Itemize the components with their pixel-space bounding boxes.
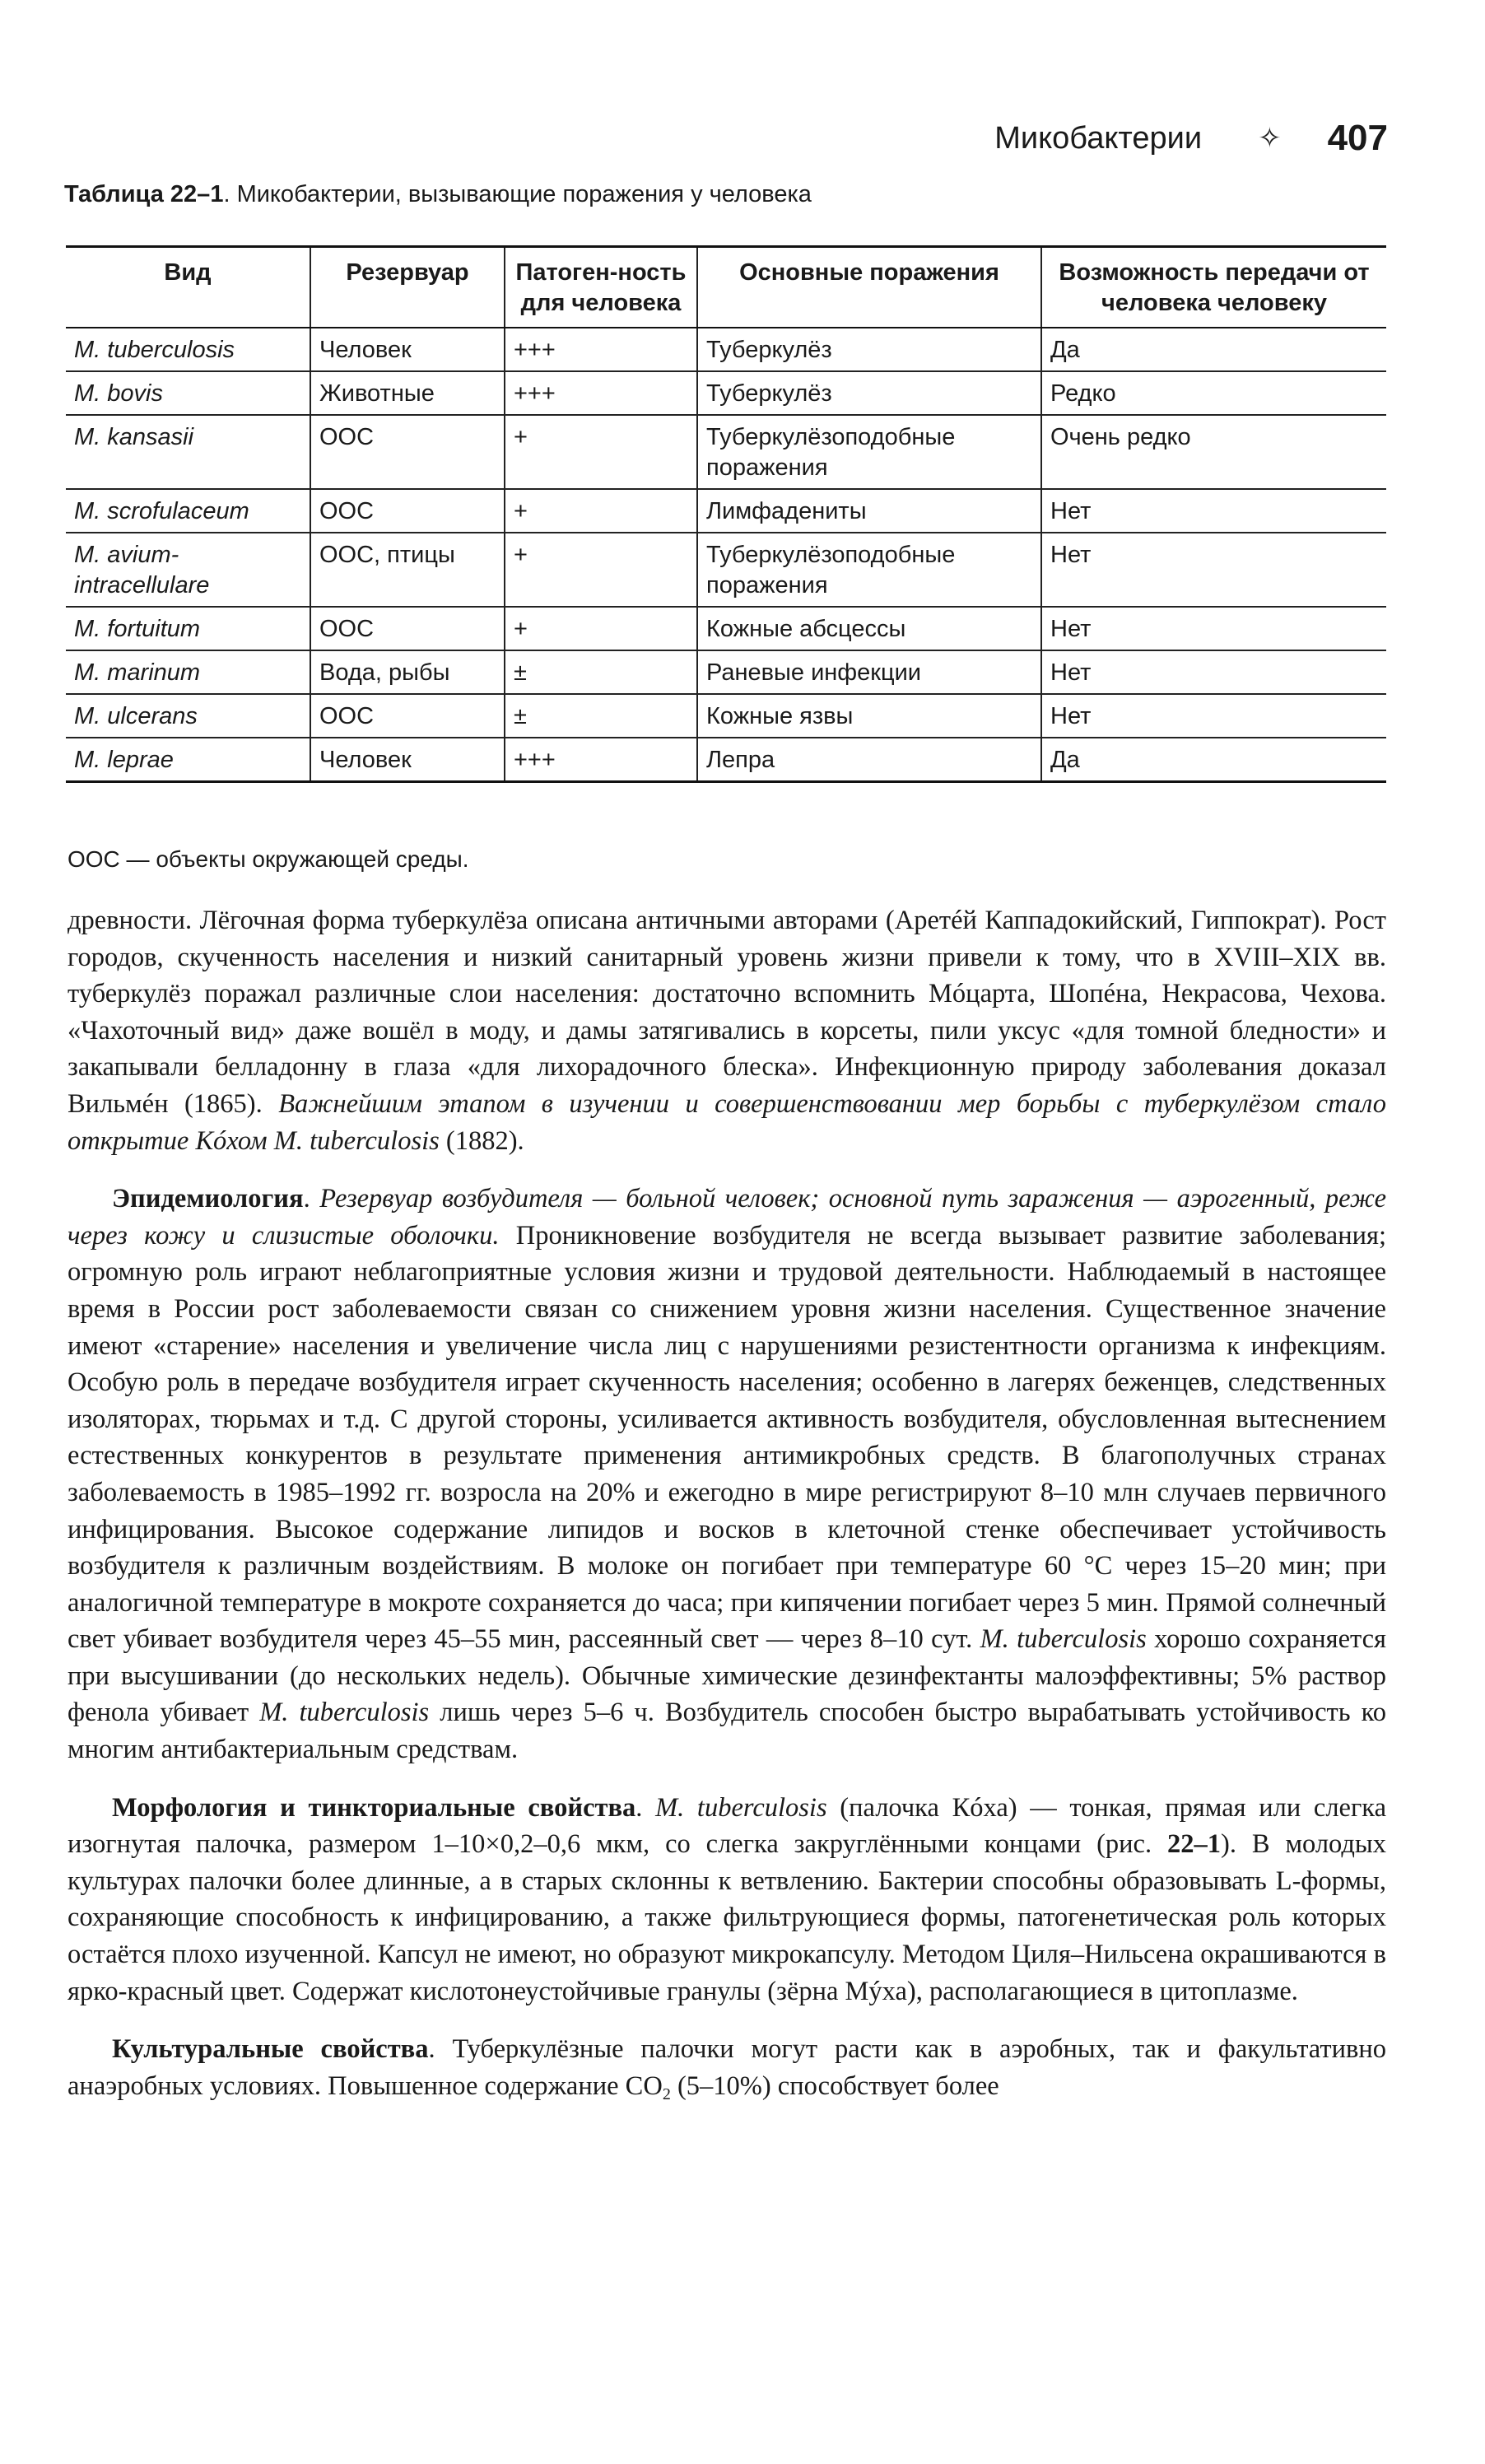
cell-reservoir: Человек	[310, 328, 505, 371]
cell-lesions: Туберкулёзоподобные поражения	[697, 415, 1041, 489]
text-run: . Туберкулёзные палочки могут расти как в аэробных, так и факультативно анаэробных условиях. Повышенное содержание СО	[68, 2034, 1386, 2101]
cell-lesions: Кожные абсцессы	[697, 607, 1041, 650]
cell-species: M. kansasii	[66, 415, 310, 489]
mycobacteria-table	[66, 245, 1386, 783]
text-run: хорошо сохраняется при высушивании (до нескольких недель). Обычные химические дезинфектанты малоэффективны; 5% раствор фенола убивает	[68, 1624, 1386, 1728]
table-row	[66, 650, 1386, 694]
paragraph-culture	[68, 2031, 1386, 2112]
cell-reservoir: ООС	[310, 489, 505, 533]
cell-species: M. fortuitum	[66, 607, 310, 650]
text-run: .	[303, 1184, 320, 1214]
page-number: 407	[1327, 118, 1388, 158]
cell-species: M. tuberculosis	[66, 328, 310, 371]
paragraph-history	[68, 902, 1386, 1159]
table-row	[66, 607, 1386, 650]
section-heading-morphology: Морфология и тинкториальные свойства	[112, 1792, 636, 1823]
table-caption	[64, 181, 1381, 208]
cell-lesions: Кожные язвы	[697, 694, 1041, 738]
figure-reference: 22–1	[1167, 1829, 1222, 1860]
cell-species: M. avium-intracellulare	[66, 533, 310, 607]
cell-transmission: Нет	[1041, 650, 1386, 694]
cell-reservoir: Животные	[310, 371, 505, 415]
text-run: древности. Лёгочная форма туберкулёза описана античными авторами (Аретéй Каппадокийский, Гиппократ). Рост городов, скученность населения и низкий санитарный уровень жизни привели к тому, что в XVIII–XIX вв. туберкулёз поражал различные слои населения: достаточно вспомнить Мóцарта, Шопéна, Некрасова, Чехова. «Чахоточный вид» даже вошёл в моду, и дамы затягивались в корсеты, пили уксус «для томной бледности» и закапывали белладонну в глаза «для лихорадочного блеска». Инфекционную природу заболевания доказал Вильмéн (1865).	[68, 906, 1386, 1119]
table-row	[66, 489, 1386, 533]
table-row	[66, 328, 1386, 371]
cell-lesions: Лимфадениты	[697, 489, 1041, 533]
cell-lesions: Туберкулёзоподобные поражения	[697, 533, 1041, 607]
table-caption-label: Таблица 22–1	[64, 181, 224, 207]
cell-reservoir: ООС, птицы	[310, 533, 505, 607]
cell-species: M. leprae	[66, 738, 310, 782]
cell-pathogenicity: +	[505, 489, 697, 533]
section-heading-epidemiology: Эпидемиология	[112, 1184, 304, 1214]
cell-transmission: Нет	[1041, 694, 1386, 738]
cell-pathogenicity: +++	[505, 371, 697, 415]
text-run: ). В молодых культурах палочки более длинные, а в старых склонны к ветвлению. Бактерии способны образовывать L-формы, сохраняющие способность к инфицированию, а также фильтрующиеся формы, патогенетическая роль которых остаётся плохо изученной. Капсул не имеют, но образуют микрокапсулу. Методом Циля–Нильсена окрашиваются в ярко-красный цвет. Содержат кислотонеустойчивые гранулы (зёрна Мýха), располагающиеся в цитоплазме.	[68, 1829, 1386, 2006]
body-text	[68, 902, 1386, 2134]
cell-reservoir: ООС	[310, 694, 505, 738]
cell-reservoir: Человек	[310, 738, 505, 782]
cell-pathogenicity: +	[505, 533, 697, 607]
header-pathogenicity: Патоген-ность для человека	[505, 247, 697, 328]
cell-lesions: Лепра	[697, 738, 1041, 782]
page-header	[889, 114, 1388, 163]
cell-lesions: Туберкулёз	[697, 371, 1041, 415]
cell-species: M. scrofulaceum	[66, 489, 310, 533]
running-title: Микобактерии	[994, 120, 1203, 156]
text-run-italic: Резервуар возбудителя — больной человек; основной путь заражения — аэрогенный, реже через кожу и слизистые оболочки.	[68, 1184, 1387, 1251]
cell-reservoir: ООС	[310, 607, 505, 650]
table-header-row	[66, 247, 1386, 328]
cell-transmission: Очень редко	[1041, 415, 1386, 489]
cell-transmission: Нет	[1041, 607, 1386, 650]
header-transmission: Возможность передачи от человека человеку	[1041, 247, 1386, 328]
cell-species: M. ulcerans	[66, 694, 310, 738]
table-row	[66, 371, 1386, 415]
header-species: Вид	[66, 247, 310, 328]
species-name: M. tuberculosis	[980, 1624, 1147, 1655]
cell-lesions: Раневые инфекции	[697, 650, 1041, 694]
text-run: Проникновение возбудителя не всегда вызывает развитие заболевания; огромную роль играют неблагоприятные условия жизни и трудовой деятельности. Наблюдаемый в настоящее время в России рост заболеваемости связан со снижением уровня жизни населения. Существенное значение имеют «старение» населения и увеличение числа лиц с нарушениями резистентности организма к инфекциям. Особую роль в передаче возбудителя играет скученность населения; особенно в лагерях беженцев, следственных изоляторах, тюрьмах и т.д. С другой стороны, усиливается активность возбудителя, обусловленная вытеснением естественных конкурентов в результате применения антимикробных средств. В благополучных странах заболеваемость в 1985–1992 гг. возросла на 20% и ежегодно в мире регистрируют 8–10 млн случаев первичного инфицирования. Высокое содержание липидов и восков в клеточной стенке обеспечивает устойчивость возбудителя к различным воздействиям. В молоке он погибает при температуре 60 °С через 15–20 мин; при аналогичной температуре в мокроте сохраняется до часа; при кипячении погибает через 5 мин. Прямой солнечный свет убивает возбудителя через 45–55 мин, рассеянный свет — через 8–10 сут.	[68, 1220, 1386, 1655]
table-row	[66, 738, 1386, 782]
table-caption-text: . Микобактерии, вызывающие поражения у человека	[223, 181, 812, 207]
cell-pathogenicity: ±	[505, 650, 697, 694]
cell-reservoir: ООС	[310, 415, 505, 489]
cell-lesions: Туберкулёз	[697, 328, 1041, 371]
text-run: (5–10%) способствует более	[670, 2070, 999, 2101]
subscript: 2	[662, 2084, 671, 2103]
diamond-ornament-icon: ✧	[1258, 123, 1282, 154]
header-main-lesions: Основные поражения	[697, 247, 1041, 328]
cell-transmission: Нет	[1041, 489, 1386, 533]
cell-transmission: Нет	[1041, 533, 1386, 607]
cell-pathogenicity: +++	[505, 328, 697, 371]
cell-transmission: Да	[1041, 738, 1386, 782]
header-reservoir: Резервуар	[310, 247, 505, 328]
paragraph-morphology	[68, 1790, 1386, 2010]
section-heading-culture: Культуральные свойства	[112, 2034, 429, 2065]
table-row	[66, 533, 1386, 607]
cell-reservoir: Вода, рыбы	[310, 650, 505, 694]
table-footnote: ООС — объекты окружающей среды.	[68, 846, 469, 872]
paragraph-epidemiology	[68, 1181, 1386, 1768]
cell-species: M. marinum	[66, 650, 310, 694]
text-run-italic: Важнейшим этапом в изучении и совершенствовании мер борьбы с туберкулёзом стало открытие Кóхом	[68, 1088, 1387, 1156]
text-run: (палочка Кóха) — тонкая, прямая или слегка изогнутая палочка, размером 1–10×0,2–0,6 мкм, со слегка закруглёнными концами (рис.	[68, 1792, 1387, 1860]
cell-transmission: Редко	[1041, 371, 1386, 415]
cell-pathogenicity: ±	[505, 694, 697, 738]
table-row	[66, 694, 1386, 738]
species-name: M. tuberculosis	[259, 1698, 430, 1728]
cell-pathogenicity: +	[505, 415, 697, 489]
text-run: лишь через 5–6 ч. Возбудитель способен быстро вырабатывать устойчивость ко многим антибактериальным средствам.	[68, 1698, 1387, 1765]
cell-transmission: Да	[1041, 328, 1386, 371]
table-row	[66, 415, 1386, 489]
cell-pathogenicity: +++	[505, 738, 697, 782]
text-run: (1882).	[439, 1125, 524, 1156]
text-run: .	[635, 1792, 656, 1823]
cell-pathogenicity: +	[505, 607, 697, 650]
cell-species: M. bovis	[66, 371, 310, 415]
species-name: M. tuberculosis	[655, 1792, 827, 1823]
species-name: M. tuberculosis	[273, 1125, 440, 1156]
